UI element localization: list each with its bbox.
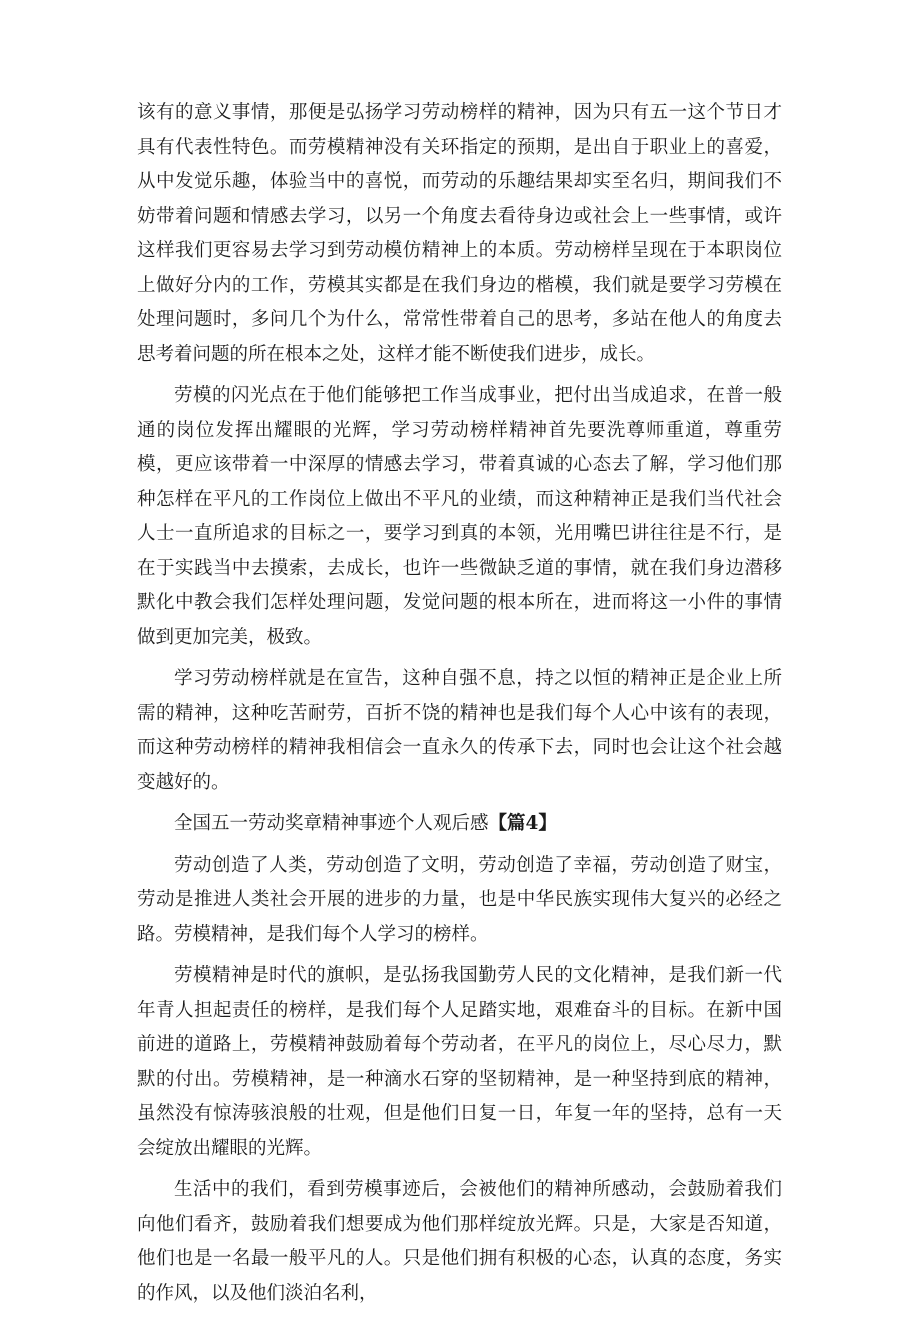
paragraph-1: 该有的意义事情，那便是弘扬学习劳动榜样的精神，因为只有五一这个节日才具有代表性特色。而劳模精神没有关环指定的预期，是出自于职业上的喜爱，从中发觉乐趣，体验当中的喜悦，而劳动的乐趣结果却实至名归，期间我们不妨带着问题和情感去学习，以另一个角度去看待身边或社会上一些事情，或许这样我们更容易去学习到劳动模仿精神上的本质。劳动榜样呈现在于本职岗位上做好分内的工作，劳模其实都是在我们身边的楷模，我们就是要学习劳模在处理问题时，多问几个为什么，常常性带着自己的思考，多站在他人的角度去思考着问题的所在根本之处，这样才能不断使我们进步，成长。 — [137, 102, 782, 365]
paragraph-2: 劳模的闪光点在于他们能够把工作当成事业，把付出当成追求，在普一般通的岗位发挥出耀眼的光辉，学习劳动榜样精神首先要洗尊师重道，尊重劳模，更应该带着一中深厚的情感去学习，带着真诚的心态去了解，学习他们那种怎样在平凡的工作岗位上做出不平凡的业绩，而这种精神正是我们当代社会人士一直所追求的目标之一，要学习到真的本领，光用嘴巴讲往往是不行，是在于实践当中去摸索，去成长，也许一些微缺乏道的事情，就在我们身边潜移默化中教会我们怎样处理问题，发觉问题的根本所在，进而将这一小件的事情做到更加完美，极致。 — [137, 385, 782, 648]
paragraph-5: 劳模精神是时代的旗帜，是弘扬我国勤劳人民的文化精神，是我们新一代年青人担起责任的榜样，是我们每个人足踏实地，艰难奋斗的目标。在新中国前进的道路上，劳模精神鼓励着每个劳动者，在平凡的岗位上，尽心尽力，默默的付出。劳模精神，是一种滴水石穿的坚韧精神，是一种坚持到底的精神，虽然没有惊涛骇浪般的壮观，但是他们日复一日，年复一年的坚持，总有一天会绽放出耀眼的光辉。 — [137, 965, 782, 1159]
section-heading-mark: 【篇4】 — [488, 813, 557, 834]
section-heading — [137, 807, 782, 842]
paragraph-3: 学习劳动榜样就是在宣告，这种自强不息，持之以恒的精神正是企业上所需的精神，这种吃苦耐劳，百折不饶的精神也是我们每个人心中该有的表现，而这种劳动榜样的精神我相信会一直永久的传承下去，同时也会让这个社会越变越好的。 — [137, 668, 782, 793]
paragraph-4: 劳动创造了人类，劳动创造了文明，劳动创造了幸福，劳动创造了财宝，劳动是推进人类社会开展的进步的力量，也是中华民族实现伟大复兴的必经之路。劳模精神，是我们每个人学习的榜样。 — [137, 854, 782, 945]
paragraph-6: 生活中的我们，看到劳模事迹后，会被他们的精神所感动，会鼓励着我们向他们看齐，鼓励着我们想要成为他们那样绽放光辉。只是，大家是否知道，他们也是一名最一般平凡的人。只是他们拥有积极的心态，认真的态度，务实的作风，以及他们淡泊名利， — [137, 1179, 782, 1304]
document-body — [137, 96, 782, 1318]
section-heading-title: 全国五一劳动奖章精神事迹个人观后感 — [174, 813, 489, 834]
